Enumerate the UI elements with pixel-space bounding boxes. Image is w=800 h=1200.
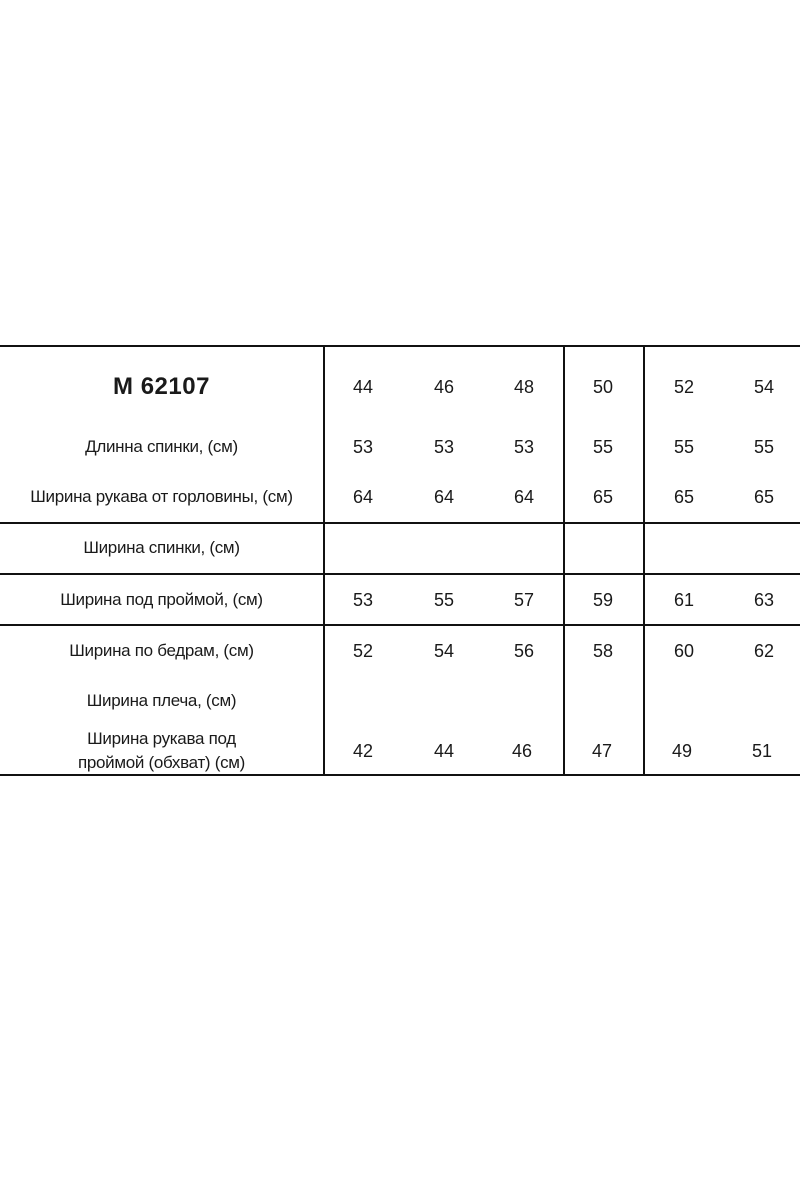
row-value: 42 bbox=[352, 741, 374, 761]
column-divider bbox=[643, 347, 645, 774]
row-value: 64 bbox=[352, 487, 374, 507]
row-label: Ширина спинки, (см) bbox=[83, 538, 240, 557]
model-number: М 62107 bbox=[113, 373, 210, 400]
size-header: 52 bbox=[673, 377, 695, 397]
row-label: Ширина под проймой, (см) bbox=[60, 590, 263, 609]
size-header: 44 bbox=[352, 377, 374, 397]
row-value: 63 bbox=[753, 590, 775, 610]
row-label-two-line bbox=[0, 726, 323, 776]
row-label-line-1: Ширина рукава под bbox=[87, 729, 236, 748]
row-value: 65 bbox=[592, 487, 614, 507]
row-label: Ширина плеча, (см) bbox=[86, 691, 237, 710]
column-divider bbox=[323, 347, 325, 774]
row-label: Ширина рукава от горловины, (см) bbox=[30, 487, 293, 506]
row-value: 52 bbox=[352, 641, 374, 661]
row-value: 53 bbox=[352, 590, 374, 610]
row-value: 58 bbox=[592, 641, 614, 661]
row-label-line-2: проймой (обхват) (см) bbox=[77, 753, 246, 772]
column-divider bbox=[563, 347, 565, 774]
row-value: 53 bbox=[513, 437, 535, 457]
row-value: 64 bbox=[433, 487, 455, 507]
size-header: 50 bbox=[592, 377, 614, 397]
row-divider bbox=[0, 522, 800, 524]
size-header: 48 bbox=[513, 377, 535, 397]
size-header: 46 bbox=[433, 377, 455, 397]
row-value: 55 bbox=[753, 437, 775, 457]
size-table bbox=[0, 345, 800, 776]
row-label: Длинна спинки, (см) bbox=[85, 437, 238, 456]
row-value: 65 bbox=[673, 487, 695, 507]
row-value: 49 bbox=[671, 741, 693, 761]
row-divider bbox=[0, 624, 800, 626]
row-value: 61 bbox=[673, 590, 695, 610]
row-value: 46 bbox=[511, 741, 533, 761]
row-label: Ширина по бедрам, (см) bbox=[69, 641, 254, 660]
row-value: 60 bbox=[673, 641, 695, 661]
row-value: 57 bbox=[513, 590, 535, 610]
row-value: 53 bbox=[433, 437, 455, 457]
row-value: 47 bbox=[591, 741, 613, 761]
row-value: 64 bbox=[513, 487, 535, 507]
row-value: 56 bbox=[513, 641, 535, 661]
row-value: 44 bbox=[433, 741, 455, 761]
row-value: 55 bbox=[592, 437, 614, 457]
row-value: 51 bbox=[751, 741, 773, 761]
row-value: 62 bbox=[753, 641, 775, 661]
size-header: 54 bbox=[753, 377, 775, 397]
row-divider bbox=[0, 573, 800, 575]
row-value: 54 bbox=[433, 641, 455, 661]
row-value: 59 bbox=[592, 590, 614, 610]
row-value: 53 bbox=[352, 437, 374, 457]
row-value: 55 bbox=[433, 590, 455, 610]
row-value: 65 bbox=[753, 487, 775, 507]
row-value: 55 bbox=[673, 437, 695, 457]
